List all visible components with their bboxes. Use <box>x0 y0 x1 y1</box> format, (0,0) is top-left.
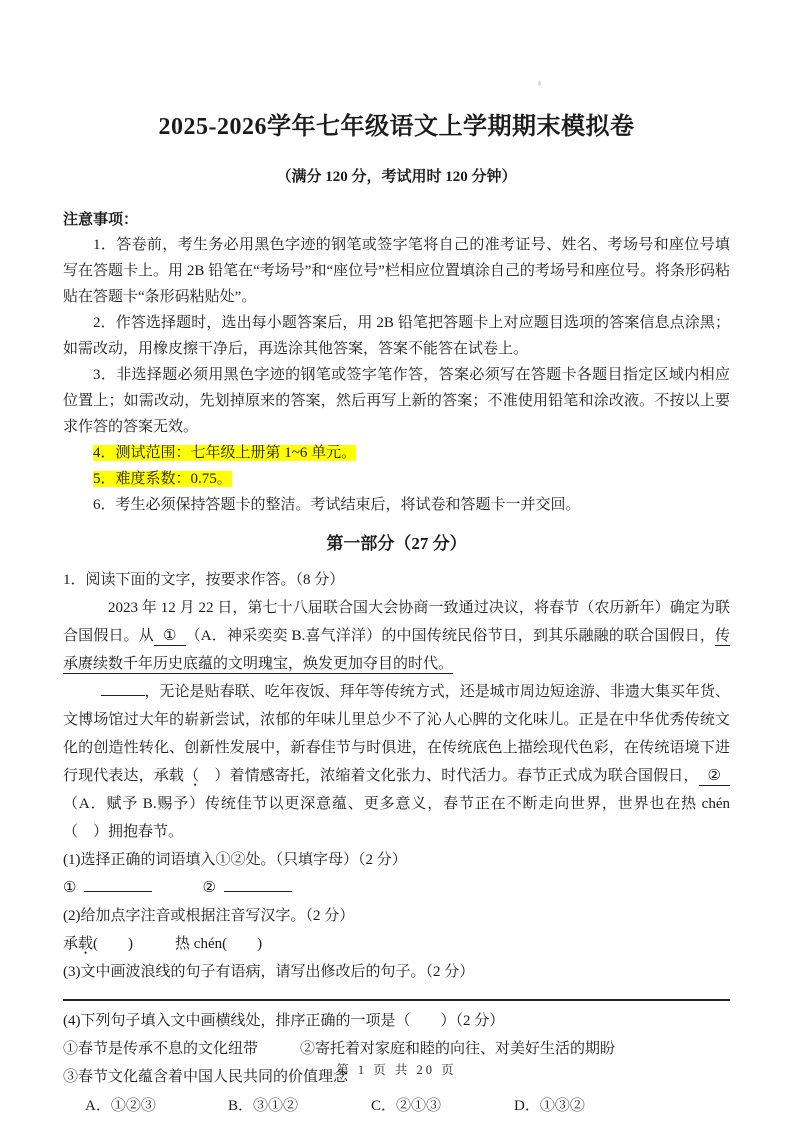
circled-blank-1: ① <box>154 628 186 646</box>
sub-question-1-stem: (1)选择正确的词语填入①②处。（只填字母）（2 分） <box>63 852 407 868</box>
passage-text: （ ）着情感寄托，浓缩着文化张力、时代活力。春节正式成为联合国假日， <box>184 768 699 784</box>
sub-question-2-stem: (2)给加点字注音或根据注音写汉字。（2 分） <box>63 908 355 924</box>
sub-question-4-sentences-row-1 <box>63 1035 730 1063</box>
sub-question-1-answer-row <box>63 874 730 902</box>
passage-paragraph-2 <box>63 678 730 846</box>
horizontal-divider <box>63 999 730 1001</box>
sub-question-4-options <box>63 1091 730 1121</box>
dotted-character: 载 <box>168 768 185 784</box>
circled-blank-2: ② <box>699 768 730 786</box>
notice-item-5 <box>63 466 730 492</box>
passage-paragraph-1 <box>63 594 730 678</box>
page-number-footer: 第 1 页 共 20 页 <box>336 1063 457 1077</box>
answer-blank-underline <box>224 877 292 892</box>
answer-blank-underline <box>101 681 145 696</box>
option-a: A．①②③ <box>85 1098 156 1114</box>
option-d: D．①③② <box>514 1098 585 1114</box>
sentence-1: ①春节是传承不息的文化纽带 <box>63 1041 259 1057</box>
question-1-stem: 1．阅读下面的文字，按要求作答。（8 分） <box>63 572 345 588</box>
notice-item-6: 6．考生必须保持答题卡的整洁。考试结束后，将试卷和答题卡一并交回。 <box>93 497 581 513</box>
section-one-heading: 第一部分（27 分） <box>326 534 467 553</box>
exam-subtitle: （满分 120 分，考试用时 120 分钟） <box>276 169 517 185</box>
sentence-2: ②寄托着对家庭和睦的向往、对美好生活的期盼 <box>300 1041 616 1057</box>
stray-mark <box>538 81 541 86</box>
answer-blank-underline <box>84 877 152 892</box>
underlined-sentence: 传承赓续数千年历史底蕴的文明瑰宝，焕发更加夺目的时代。 <box>63 628 731 672</box>
dotted-character: 载 <box>78 936 94 952</box>
word-text: 热 chén( ) <box>175 936 263 952</box>
option-c: C．②①③ <box>371 1098 442 1114</box>
option-b: B．③①② <box>228 1098 299 1114</box>
highlighted-text: 5．难度系数：0.75。 <box>93 471 232 487</box>
notice-item-3: 3．非选择题必须用黑色字迹的钢笔或签字笔作答，答案必须写在答题卡各题目指定区域内相应位置上；如需改动，先划掉原来的答案，然后再写上新的答案；不准使用铅笔和涂改液。不按以上要求作答的答案无效。 <box>63 367 730 435</box>
sub-question-2-answer-row <box>63 930 730 958</box>
paren-blank: ( ) <box>93 936 134 952</box>
notices-heading: 注意事项： <box>63 212 139 228</box>
notice-item-2: 2．作答选择题时，选出每小题答案后，用 2B 铅笔把答题卡上对应题目选项的答案信息点涂黑；如需改动，用橡皮擦干净后，再选涂其他答案，答案不能答在试卷上。 <box>63 315 730 357</box>
word-text: 承 <box>63 936 79 952</box>
notice-item-1: 1．答卷前，考生务必用黑色字迹的钢笔或签字笔将自己的准考证号、姓名、考场号和座位号填写在答题卡上。用 2B 铅笔在“考场号”和“座位号”栏相应位置填涂自己的考场号和座位号。将条形码粘贴在答题卡“条形码粘贴处”。 <box>63 237 730 305</box>
notice-item-4 <box>63 440 730 466</box>
sub-question-4-stem: (4)下列句子填入文中画横线处，排序正确的一项是（ ）（2 分） <box>63 1013 505 1029</box>
blank-2-label: ② <box>202 880 216 896</box>
passage-text: （A．赋予 B.赐予）传统佳节以更深意蕴、更多意义，春节正在不断走向世界，世界也在热 chén（ ）拥抱春节。 <box>63 796 730 840</box>
passage-text: ，无论是贴春联、吃年夜饭、拜年等传统方式，还是城市周边短途游、非遗大集买年货、文博场馆过大年的崭新尝试，浓郁的年味儿里总少不了沁人心脾的文化味儿。正是在中华优秀传统文化的创造性转化、创新性发展中，新春佳节与时俱进，在传统底色上描绘现代色彩，在传统语境下进行现代表达，承 <box>63 684 730 784</box>
sentence-3: ③春节文化蕴含着中国人民共同的价值理念 <box>63 1069 349 1085</box>
passage-text: （A．神采奕奕 B.喜气洋洋）的中国传统民俗节日，到其乐融融的联合国假日， <box>185 628 715 644</box>
passage-text: 2023 年 12 月 22 日，第七十八届联合国大会协商一致通过决议，将春节（农历新年）确定为联合国假日。从 <box>63 600 730 644</box>
page-title: 2025-2026学年七年级语文上学期期末模拟卷 <box>158 114 635 140</box>
blank-1-label: ① <box>63 880 77 896</box>
sub-question-3-stem: (3)文中画波浪线的句子有语病，请写出修改后的句子。（2 分） <box>63 964 475 980</box>
highlighted-text: 4．测试范围：七年级上册第 1~6 单元。 <box>93 445 357 461</box>
